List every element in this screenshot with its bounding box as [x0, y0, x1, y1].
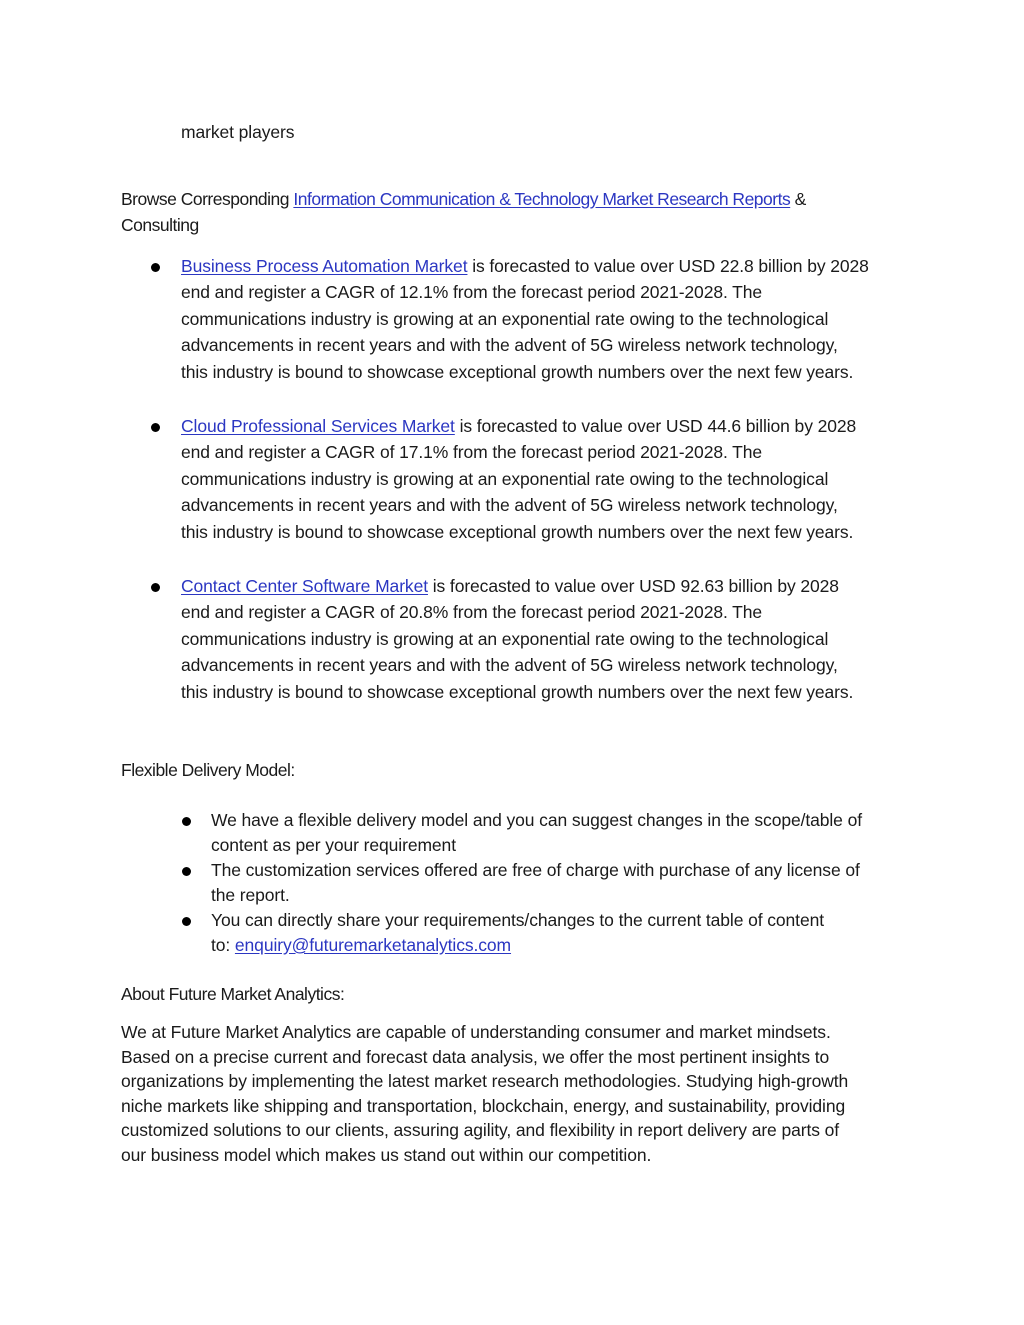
contact-center-software-link[interactable]: Contact Center Software Market: [181, 576, 428, 596]
list-item-line: advancements in recent years and with the advent of 5G wireless network technology,: [181, 335, 838, 356]
bullet-icon: [151, 263, 160, 272]
delivery-item-customization: [211, 858, 901, 907]
paragraph-line: organizations by implementing the latest market research methodologies. Studying high-growth: [121, 1071, 849, 1092]
paragraph-line: customized solutions to our clients, assuring agility, and flexibility in report delivery are parts of: [121, 1120, 840, 1141]
delivery-heading: Flexible Delivery Model:: [121, 760, 295, 780]
list-item-line: this industry is bound to showcase exceptional growth numbers over the next few years.: [181, 361, 854, 382]
list-item-line: communications industry is growing at an exponential rate owing to the technological: [181, 468, 829, 489]
list-item-line: advancements in recent years and with the advent of 5G wireless network technology,: [181, 655, 838, 676]
browse-heading-ampersand: &: [790, 189, 806, 209]
paragraph-line: Based on a precise current and forecast data analysis, we offer the most pertinent insights to: [121, 1046, 830, 1067]
business-process-automation-link[interactable]: Business Process Automation Market: [181, 256, 468, 276]
list-item-line: is forecasted to value over USD 22.8 billion by 2028: [467, 256, 869, 276]
bullet-icon: [151, 583, 160, 592]
paragraph-line: our business model which makes us stand out within our competition.: [121, 1144, 652, 1165]
delivery-item-share-requirements: [211, 908, 901, 957]
about-heading: About Future Market Analytics:: [121, 984, 345, 1004]
bullet-icon: [182, 817, 191, 826]
list-item-line: the report.: [211, 884, 290, 905]
paragraph-line: We at Future Market Analytics are capable of understanding consumer and market mindsets.: [121, 1022, 831, 1042]
browse-heading-prefix: Browse Corresponding: [121, 189, 294, 209]
bullet-icon: [182, 917, 191, 926]
list-item-line: communications industry is growing at an exponential rate owing to the technological: [181, 628, 829, 649]
list-item-cloud-professional-services: [181, 413, 901, 545]
list-item-line: this industry is bound to showcase exceptional growth numbers over the next few years.: [181, 681, 854, 702]
list-item-line: content as per your requirement: [211, 834, 456, 855]
cloud-professional-services-link[interactable]: Cloud Professional Services Market: [181, 416, 455, 436]
list-item-line: is forecasted to value over USD 92.63 billion by 2028: [427, 576, 839, 596]
browse-heading: [121, 186, 921, 238]
list-item-line: The customization services offered are free of charge with purchase of any license of: [211, 860, 860, 880]
list-item-line: end and register a CAGR of 17.1% from the forecast period 2021-2028. The: [181, 442, 763, 463]
browse-heading-consulting: Consulting: [121, 215, 199, 235]
continued-text-fragment: market players: [181, 122, 295, 142]
list-item-line: end and register a CAGR of 20.8% from the forecast period 2021-2028. The: [181, 602, 763, 623]
email-prefix: to:: [211, 934, 235, 955]
list-item-line: advancements in recent years and with the advent of 5G wireless network technology,: [181, 495, 838, 516]
ict-reports-link[interactable]: Information Communication & Technology Market Research Reports: [293, 189, 791, 209]
list-item-line: is forecasted to value over USD 44.6 billion by 2028: [454, 416, 857, 436]
list-item-line: We have a flexible delivery model and you can suggest changes in the scope/table of: [211, 810, 862, 830]
paragraph-line: niche markets like shipping and transportation, blockchain, energy, and sustainability, providing: [121, 1095, 846, 1116]
list-item-contact-center-software: [181, 573, 901, 705]
list-item-line: end and register a CAGR of 12.1% from the forecast period 2021-2028. The: [181, 282, 763, 303]
list-item-line: this industry is bound to showcase exceptional growth numbers over the next few years.: [181, 521, 854, 542]
bullet-icon: [182, 867, 191, 876]
about-paragraph: [121, 1020, 921, 1168]
list-item-line: communications industry is growing at an exponential rate owing to the technological: [181, 308, 829, 329]
list-item-business-process-automation: [181, 253, 901, 385]
enquiry-email-link[interactable]: enquiry@futuremarketanalytics.com: [234, 934, 512, 955]
bullet-icon: [151, 423, 160, 432]
delivery-item-flexible-model: [211, 808, 901, 857]
list-item-line: You can directly share your requirements/changes to the current table of content: [211, 910, 824, 930]
